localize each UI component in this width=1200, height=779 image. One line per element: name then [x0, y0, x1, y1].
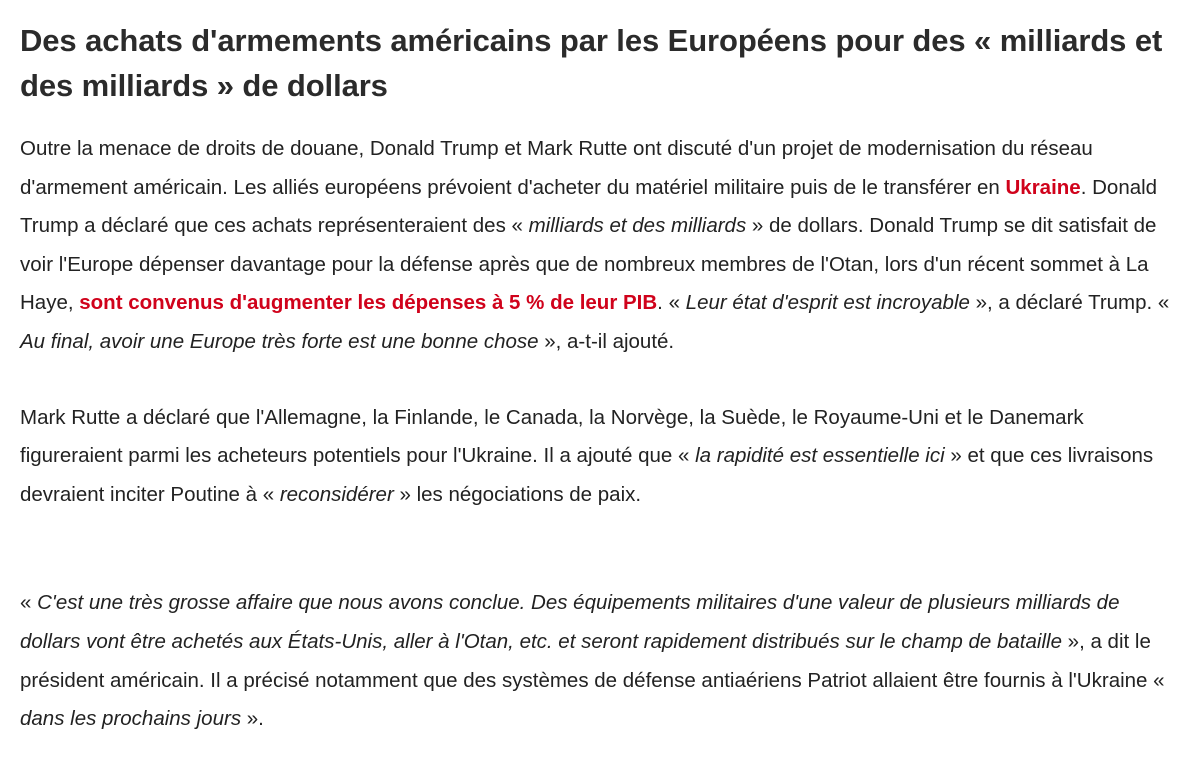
p3-text-1: « [20, 591, 38, 615]
p1-quote-2: Leur état d'esprit est incroyable [685, 291, 970, 315]
ukraine-link[interactable]: Ukraine [1005, 175, 1081, 199]
p1-text-3: » de dollars. Donald Trump se dit satisfait de voir l'Europe dépenser davantage pour la défense après que de nombreux membres de l'Otan, lors d'un récent sommet à La Haye, [20, 214, 1157, 315]
p1-text-6: », a-t-il ajouté. [538, 329, 675, 353]
p1-text-5: », a déclaré Trump. « [969, 291, 1170, 315]
p3-quote-2: dans les prochains jours [20, 707, 242, 731]
p2-text-1: Mark Rutte a déclaré que l'Allemagne, la Finlande, le Canada, la Norvège, la Suède, le Royaume-Uni et le Danemark figureraient parmi les acheteurs potentiels pour l'Ukraine. Il a ajouté que « [20, 405, 1084, 468]
p1-text-2: . Donald Trump a déclaré que ces achats représenteraient des « [20, 175, 1158, 238]
paragraph-1 [20, 130, 1180, 362]
p2-quote-1: la rapidité est essentielle ici [695, 444, 945, 468]
paragraph-3 [20, 584, 1180, 738]
p2-text-2: » et que ces livraisons devraient inciter Poutine à « [20, 444, 1154, 506]
p3-text-2: », a dit le président américain. Il a précisé notamment que des systèmes de défense antiaériens Patriot allaient être fournis à l'Ukraine « [20, 629, 1165, 692]
defense-spending-link[interactable]: sont convenus d'augmenter les dépenses à 5 % de leur PIB [79, 291, 658, 315]
p1-quote-3: Au final, avoir une Europe très forte est une bonne chose [20, 329, 539, 353]
p1-text-4: . « [657, 291, 686, 315]
article-headline: Des achats d'armements américains par les Européens pour des « milliards et des milliards » de dollars [20, 23, 1163, 103]
p3-text-3: ». [241, 707, 264, 731]
paragraph-2 [20, 399, 1180, 515]
p3-quote-1: C'est une très grosse affaire que nous avons conclue. Des équipements militaires d'une valeur de plusieurs milliards de dollars vont être achetés aux États-Unis, aller à l'Otan, etc. et seront rapidement distribués sur le champ de bataille [20, 591, 1120, 653]
p1-text-1: Outre la menace de droits de douane, Donald Trump et Mark Rutte ont discuté d'un projet de modernisation du réseau d'armement américain. Les alliés européens prévoient d'acheter du matériel militaire puis de le transférer en [20, 137, 1093, 199]
p2-text-3: » les négociations de paix. [393, 482, 642, 506]
p2-quote-2: reconsidérer [279, 482, 394, 506]
p1-quote-1: milliards et des milliards [528, 214, 747, 238]
